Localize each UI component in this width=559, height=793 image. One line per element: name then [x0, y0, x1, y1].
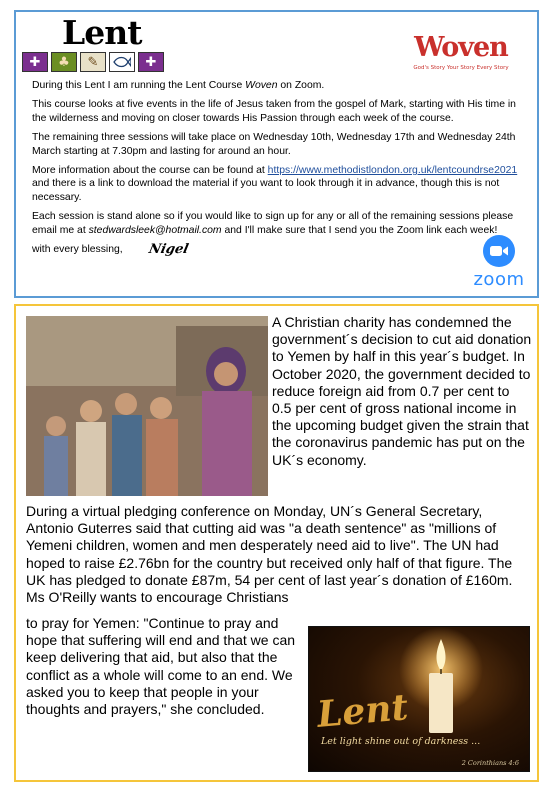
signup-suffix: and I'll make sure that I send you the Zoom link each week! — [221, 224, 498, 236]
woven-wordmark: Woven — [414, 32, 508, 63]
course-name: Woven — [245, 80, 278, 91]
signoff-text: with every blessing, — [32, 244, 123, 256]
course-info-link[interactable]: https://www.methodistlondon.org.uk/lentcoundrse2021 — [267, 165, 518, 177]
lent-candle-card — [308, 626, 530, 772]
zoom-wordmark: zoom — [473, 269, 525, 290]
zoom-logo — [469, 235, 529, 290]
intro-suffix: on Zoom. — [277, 80, 325, 91]
more-info-suffix: and there is a link to download the material if you want to look through it in advance, though this is not necessary. — [32, 178, 500, 203]
lent-icon-strip — [22, 52, 164, 74]
intro-prefix: During this Lent I am running the Lent Course — [32, 80, 246, 91]
course-description: This course looks at five events in the life of Jesus taken from the gospel of Mark, starting with His time in the wilderness and moving on closer towards His Passion through each week of the course. — [32, 99, 516, 124]
intro-paragraph — [32, 79, 532, 92]
signup-paragraph — [32, 210, 532, 237]
signup-prefix: Each session is stand alone so if you would like to sign up for any or all of the remaining sessions please email me at — [32, 211, 514, 236]
more-info-paragraph — [32, 164, 532, 204]
fish-shape — [113, 56, 131, 68]
article-lead-paragraph: A Christian charity has condemned the government´s decision to cut aid donation to Yemen by half in this year´s budget. In October 2020, the government decided to reduce foreign aid from 0.7 per cent to 0.5 per cent of gross national income in the upcoming budget given the strain that the coronavirus pandemic has put on the UK´s economy. — [272, 314, 532, 468]
signature: Nigel — [147, 242, 190, 258]
candle-card-tagline: Let light shine out of darkness ... — [321, 736, 481, 747]
cross-icon: ✚ — [138, 52, 164, 72]
candle-card-title: Lent — [315, 686, 410, 736]
yemen-article-panel — [14, 304, 539, 782]
signoff-row — [32, 243, 532, 256]
page-title: Lent — [62, 13, 142, 52]
woven-logo — [411, 32, 511, 71]
session-dates: The remaining three sessions will take place on Wednesday 10th, Wednesday 17th and Wednesday 24th March starting at 7.30pm and lasting for around an hour. — [32, 132, 516, 157]
fish-icon — [109, 52, 135, 72]
camera-shape — [489, 244, 509, 258]
article-quote-paragraph: to pray for Yemen: "Continue to pray and hope that suffering will end and that we can keep delivering that aid, but also that the conflict as a whole will come to an end. We asked you to keep that people in your thoughts and prayers," she concluded. — [26, 615, 296, 718]
article-body-paragraph: During a virtual pledging conference on Monday, UN´s General Secretary, Antonio Guterres said that cutting aid was "a death sentence" as "millions of Yemeni children, women and men desperately need aid to live". The UN had hoped to raise £2.76bn for the country but received only half of that figure. The UK has pledged to donate £87m, 54 per cent of last year´s donation of £160m. Ms O'Reilly wants to encourage Christians — [26, 503, 513, 606]
scripture-reference: 2 Corinthians 4:6 — [461, 759, 519, 767]
email-address[interactable]: stedwardsleek@hotmail.com — [88, 224, 222, 236]
woven-strapline: God's Story Your Story Every Story — [413, 65, 509, 71]
lent-course-panel — [14, 10, 539, 298]
yemeni-children-photo — [26, 316, 268, 496]
desert-icon: ♣ — [51, 52, 77, 72]
scroll-icon: ✎ — [80, 52, 106, 72]
course-text — [32, 79, 532, 256]
zoom-camera-icon — [483, 235, 515, 267]
more-info-prefix: More information about the course can be found at — [32, 165, 268, 177]
cross-icon: ✚ — [22, 52, 48, 72]
photo-illustration — [26, 316, 268, 496]
